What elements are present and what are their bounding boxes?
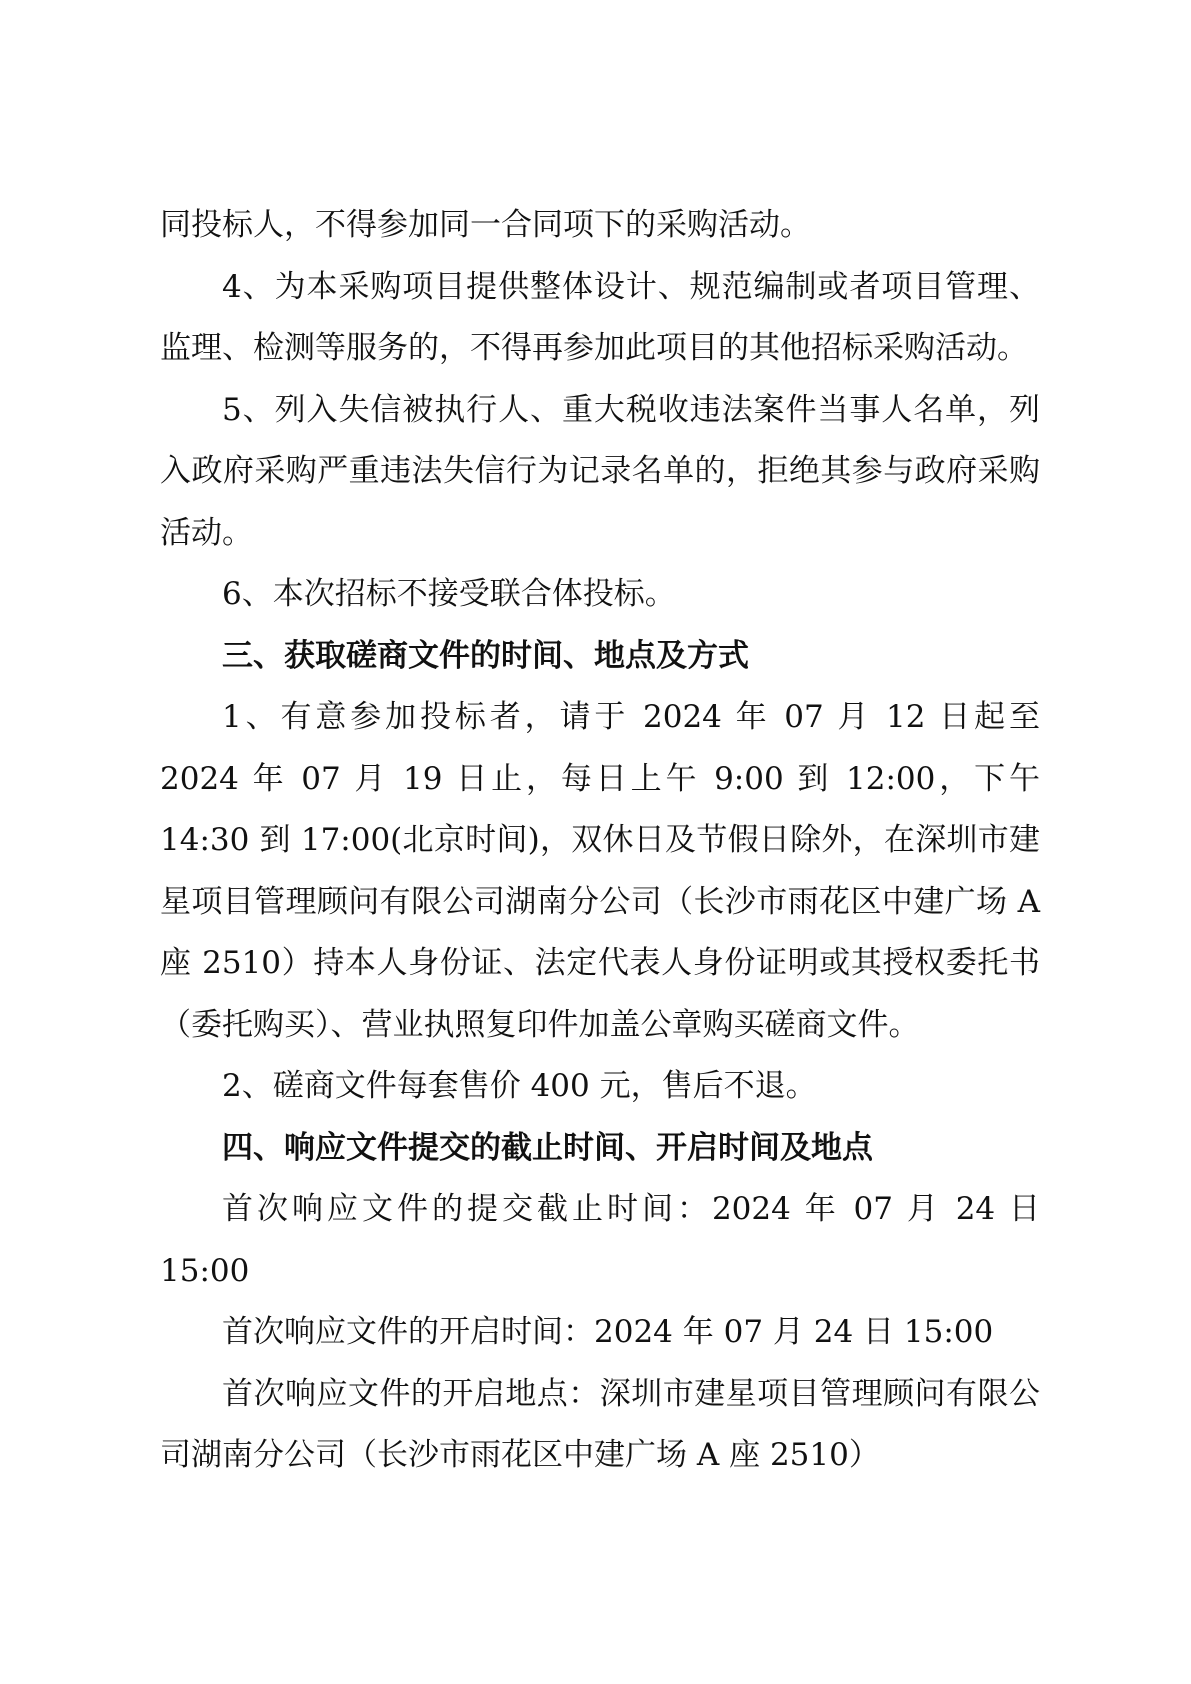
paragraph-continuation: 同投标人，不得参加同一合同项下的采购活动。 [160,207,811,243]
paragraph-opening-time: 首次响应文件的开启时间：2024 年 07 月 24 日 15:00 [222,1314,994,1350]
paragraph-item-5: 5、列入失信被执行人、重大税收违法案件当事人名单，列入政府采购严重违法失信行为记录名单的，拒绝其参与政府采购活动。 [160,391,1040,551]
paragraph-item-6: 6、本次招标不接受联合体投标。 [222,576,676,612]
paragraph-opening-location: 首次响应文件的开启地点：深圳市建星项目管理顾问有限公司湖南分公司（长沙市雨花区中建广场 A 座 2510） [160,1375,1040,1473]
document-page [160,195,1040,1487]
paragraph-item-4: 4、为本采购项目提供整体设计、规范编制或者项目管理、监理、检测等服务的，不得再参加此项目的其他招标采购活动。 [160,268,1040,366]
paragraph-submission-deadline: 首次响应文件的提交截止时间：2024 年 07 月 24 日 15:00 [160,1191,1040,1289]
section-heading-3: 三、获取磋商文件的时间、地点及方式 [222,637,749,674]
paragraph-acquisition-item-1: 1、有意参加投标者，请于 2024 年 07 月 12 日起至 2024 年 07 月 19 日止，每日上午 9:00 到 12:00，下午 14:30 到 17:00(北京时间)，双休日及节假日除外，在深圳市建星项目管理顾问有限公司湖南分公司（长沙市雨花区中建广场 A 座 2510）持本人身份证、法定代表人身份证明或其授权委托书（委托购买）、营业执照复印件加盖公章购买磋商文件。 [160,699,1040,1043]
section-heading-4: 四、响应文件提交的截止时间、开启时间及地点 [222,1129,873,1166]
paragraph-acquisition-item-2: 2、磋商文件每套售价 400 元，售后不退。 [222,1068,817,1104]
